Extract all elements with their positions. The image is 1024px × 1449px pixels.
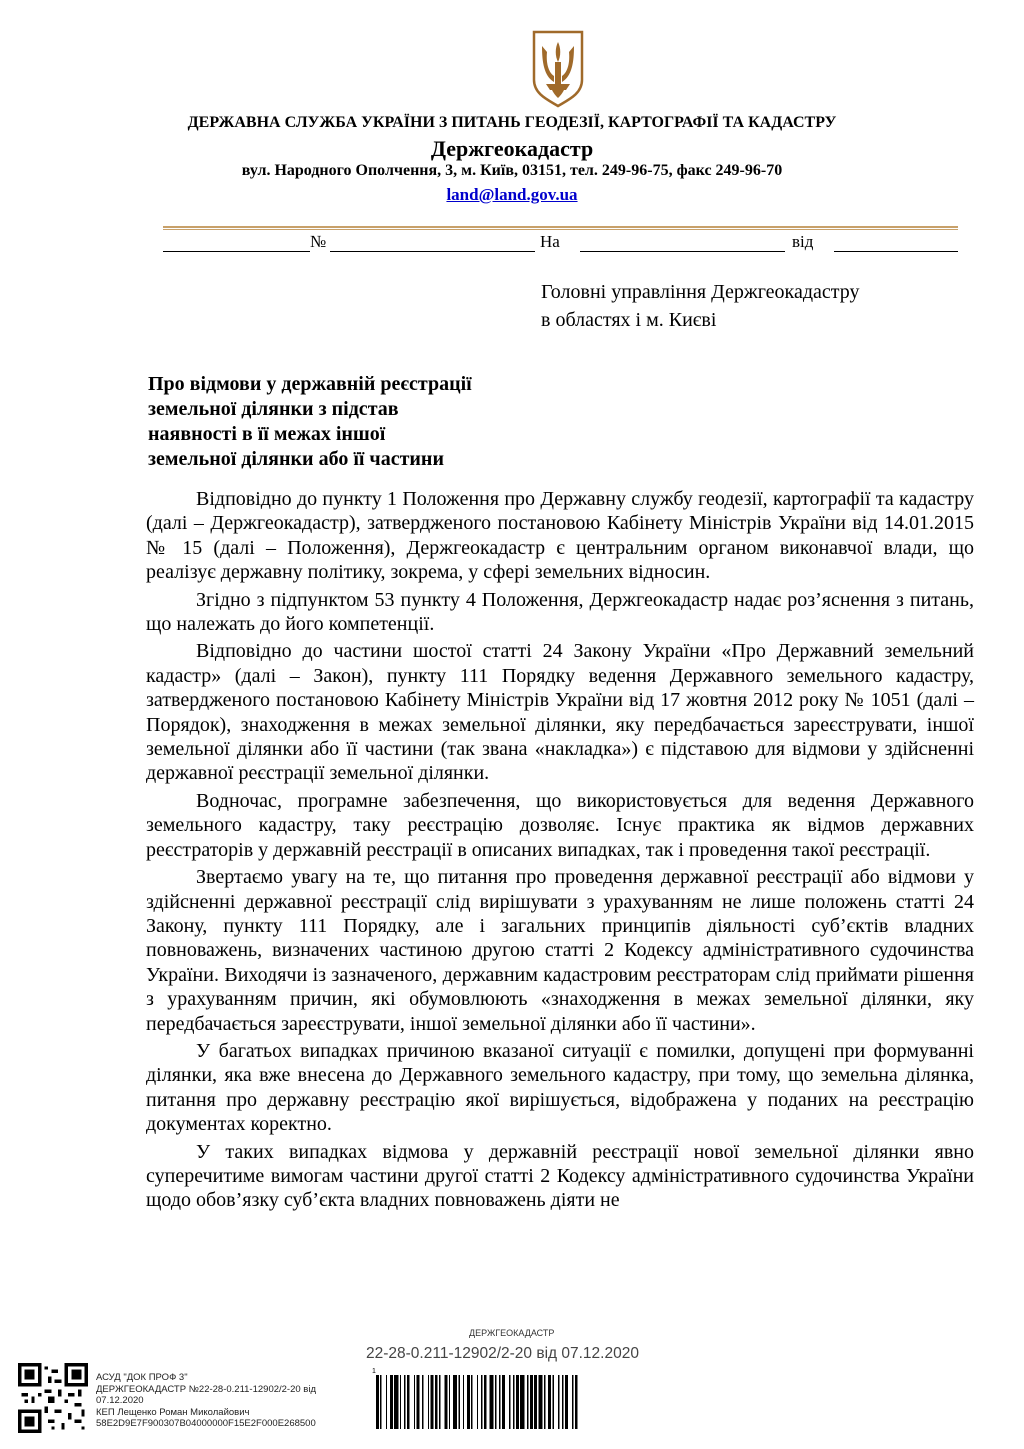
brand-name: Держгеокадастр [430,136,594,161]
body-paragraph: У багатьох випадках причиною вказаної ситуації є помилки, допущені при формуванні ділянки, яка вже внесена до Державного земельного кадастру, при тому, що земельна ділянка, питання про державну реєстрацію якої вирішується, відображена у поданих на реєстрацію документах коректно. [146,1039,974,1136]
meta-line: КЕП Лещенко Роман Миколайович [96,1406,250,1418]
barcode-digit: 1 [372,1368,376,1375]
body-paragraph: У таких випадках відмова у державній реєстрації нової земельної ділянки явно суперечитиме вимогам частини другої статті 2 Кодексу адміністративного судочинства України щодо обов’язку суб’єкта владних повноважень діяти не [146,1140,974,1212]
qr-code-icon [18,1360,88,1436]
body-paragraph: Звертаємо увагу на те, що питання про проведення державної реєстрації або відмови у здійсненні державної реєстрації слід вирішувати з урахуванням не лише положень статті 24 Закону, пункту 111 Порядку, але і загальних принципів діяльності суб’єктів владних повноважень, визначених частиною другою статті 2 Кодексу адміністративного судочинства України. Виходячи із зазначеного, державним кадастровим реєстраторам слід приймати рішення з урахуванням причин, які обумовлюють «знаходження в межах земельної ділянки, яку передбачається зареєструвати, іншої земельної ділянки або її частини». [146,866,974,1035]
subject-line: земельної ділянки або її частини [148,448,444,470]
incoming-number-field [580,251,785,252]
number-label: № [310,232,327,251]
on-label: На [540,232,560,251]
body-paragraph: Водночас, програмне забезпечення, що використовується для ведення Державного земельного кадастру, таку реєстрацію дозволяє. Існує практика як відмов державних реєстраторів у державній реєстрації в описаних випадках, так і проведення такої реєстрації. [146,789,974,861]
meta-line: 07.12.2020 [96,1395,144,1406]
subject-line: наявності в її межах іншої [148,423,386,445]
outgoing-date-field [163,251,310,252]
addressee-line: Головні управління Держгеокадастру [541,281,860,303]
addressee-line: в областях і м. Києві [541,309,717,331]
meta-line: ДЕРЖГЕОКАДАСТР №22-28-0.211-12902/2-20 від [96,1383,317,1395]
header-divider [163,226,958,228]
letter-body [146,487,974,1216]
body-paragraph: Відповідно до частини шостої статті 24 Закону України «Про Державний земельний кадастр» (далі – Закон), пункту 111 Порядку ведення Державного земельного кадастру, затвердженого постановою Кабінету Міністрів України від 17 жовтня 2012 року № 1051 (далі – Порядок), знаходження в межах земельної ділянки, яку передбачається зареєструвати, іншої земельної ділянки або її частини (так звана «накладка») є підставою для відмови у здійсненні державної реєстрації земельної ділянки. [146,640,974,785]
stamp-registration-number: 22-28-0.211-12902/2-20 від 07.12.2020 [362,1345,643,1363]
organization-address: вул. Народного Ополчення, 3, м. Київ, 03151, тел. 249-96-75, факс 249-96-70 [241,162,783,179]
incoming-date-field [834,251,958,252]
header-divider-thin [163,229,958,230]
addressee [541,278,859,334]
letter-subject [148,372,472,472]
outgoing-number-field [330,251,535,252]
body-paragraph: Відповідно до пункту 1 Положення про Державну службу геодезії, картографії та кадастру (далі – Держгеокадастр), затвердженого постановою Кабінету Міністрів України від 14.01.2015 № 15 (далі – Положення), Держгеокадастр є центральним органом виконавчої влади, що реалізує державну політику, зокрема, у сфері земельних відносин. [146,488,974,584]
trident-coat-of-arms-icon [528,28,588,108]
meta-line: 58E2D9E7F900307B04000000F15E2F000E268500 [96,1418,316,1429]
barcode-icon [368,1365,656,1429]
meta-line: АСУД "ДОК ПРОФ 3" [96,1372,188,1383]
document-metadata [96,1372,316,1430]
stamp-header: ДЕРЖГЕОКАДАСТР [466,1328,557,1338]
subject-line: земельної ділянки з підстав [148,398,399,420]
email-link[interactable]: land@land.gov.ua [446,185,578,204]
organization-name: ДЕРЖАВНА СЛУЖБА УКРАЇНИ З ПИТАНЬ ГЕОДЕЗІЇ, КАРТОГРАФІЇ ТА КАДАСТРУ [187,114,837,131]
body-paragraph: Згідно з підпунктом 53 пункту 4 Положення, Держгеокадастр надає роз’яснення з питань, що належать до його компетенції. [146,588,974,636]
from-label: від [792,232,814,251]
subject-line: Про відмови у державній реєстрації [148,373,472,395]
